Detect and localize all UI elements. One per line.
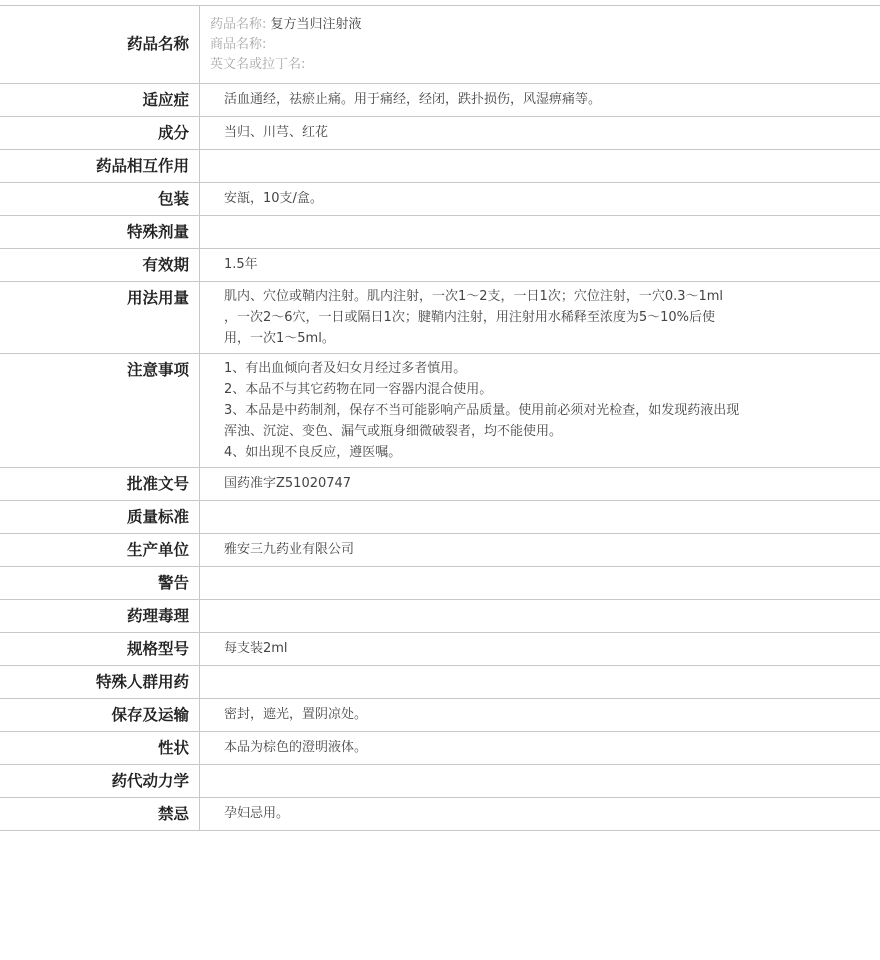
row-label: 特殊剂量 (0, 216, 200, 248)
row-label: 保存及运输 (0, 699, 200, 731)
table-row (0, 84, 880, 117)
row-label: 药理毒理 (0, 600, 200, 632)
generic-name: 复方当归注射液 (270, 17, 362, 32)
row-value: 安瓿，10支/盒。 (224, 191, 323, 206)
row-label: 警告 (0, 567, 200, 599)
table-row (0, 567, 880, 600)
row-label: 有效期 (0, 249, 200, 281)
row-value (200, 567, 880, 599)
row-label: 生产单位 (0, 534, 200, 566)
row-label: 适应症 (0, 84, 200, 116)
drug-info-table (0, 5, 880, 831)
table-row (0, 183, 880, 216)
table-row (0, 534, 880, 567)
usage-line: ，一次2～6穴，一日或隔日1次；腱鞘内注射，用注射用水稀释至浓度为5～10%后使 (224, 310, 715, 325)
generic-name-line (210, 15, 790, 35)
row-label: 成分 (0, 117, 200, 149)
row-value (200, 666, 880, 698)
table-row (0, 501, 880, 534)
usage-value (200, 282, 880, 353)
row-label: 特殊人群用药 (0, 666, 200, 698)
table-row (0, 699, 880, 732)
table-row (0, 216, 880, 249)
row-label: 注意事项 (0, 354, 200, 467)
usage-line: 用，一次1～5ml。 (224, 331, 335, 346)
row-label: 药品相互作用 (0, 150, 200, 182)
row-label: 规格型号 (0, 633, 200, 665)
table-row (0, 249, 880, 282)
precautions-value (200, 354, 880, 467)
precautions-row (0, 354, 880, 468)
row-value (200, 765, 880, 797)
row-value: 本品为棕色的澄明液体。 (224, 740, 368, 755)
english-name-prefix: 英文名或拉丁名: (210, 57, 306, 72)
drug-name-row (0, 6, 880, 84)
row-value: 密封，遮光，置阴凉处。 (224, 707, 368, 722)
precaution-line: 浑浊、沉淀、变色、漏气或瓶身细微破裂者，均不能使用。 (224, 424, 563, 439)
table-row (0, 150, 880, 183)
row-label: 用法用量 (0, 282, 200, 353)
row-label: 药代动力学 (0, 765, 200, 797)
row-label: 性状 (0, 732, 200, 764)
row-value: 国药准字Z51020747 (224, 476, 352, 491)
row-value: 活血通经，祛瘀止痛。用于痛经，经闭，跌扑损伤，风湿痹痛等。 (224, 92, 602, 107)
row-value: 每支装2ml (224, 641, 288, 656)
row-value: 孕妇忌用。 (224, 806, 290, 821)
precaution-line: 2、本品不与其它药物在同一容器内混合使用。 (224, 382, 493, 397)
row-value (200, 501, 880, 533)
table-row (0, 732, 880, 765)
row-label: 质量标准 (0, 501, 200, 533)
row-label: 药品名称 (0, 6, 200, 83)
precaution-line: 4、如出现不良反应，遵医嘱。 (224, 445, 402, 460)
table-row (0, 765, 880, 798)
trade-name-prefix: 商品名称: (210, 37, 267, 52)
table-row (0, 468, 880, 501)
row-label: 批准文号 (0, 468, 200, 500)
row-value (200, 150, 880, 182)
row-value (200, 216, 880, 248)
table-row (0, 798, 880, 831)
row-label: 包装 (0, 183, 200, 215)
precaution-line: 1、有出血倾向者及妇女月经过多者慎用。 (224, 361, 467, 376)
precaution-line: 3、本品是中药制剂，保存不当可能影响产品质量。使用前必须对光检查，如发现药液出现 (224, 403, 740, 418)
table-row (0, 666, 880, 699)
table-row (0, 633, 880, 666)
drug-name-values (200, 6, 880, 83)
row-value (200, 600, 880, 632)
row-value: 当归、川芎、红花 (224, 125, 329, 140)
usage-line: 肌内、穴位或鞘内注射。肌内注射，一次1～2支，一日1次；穴位注射，一穴0.3～1ml (224, 289, 724, 304)
row-value: 雅安三九药业有限公司 (224, 542, 355, 557)
generic-name-prefix: 药品名称: (210, 17, 267, 32)
row-label: 禁忌 (0, 798, 200, 830)
usage-row (0, 282, 880, 354)
table-row (0, 117, 880, 150)
table-row (0, 600, 880, 633)
row-value: 1.5年 (224, 257, 258, 272)
